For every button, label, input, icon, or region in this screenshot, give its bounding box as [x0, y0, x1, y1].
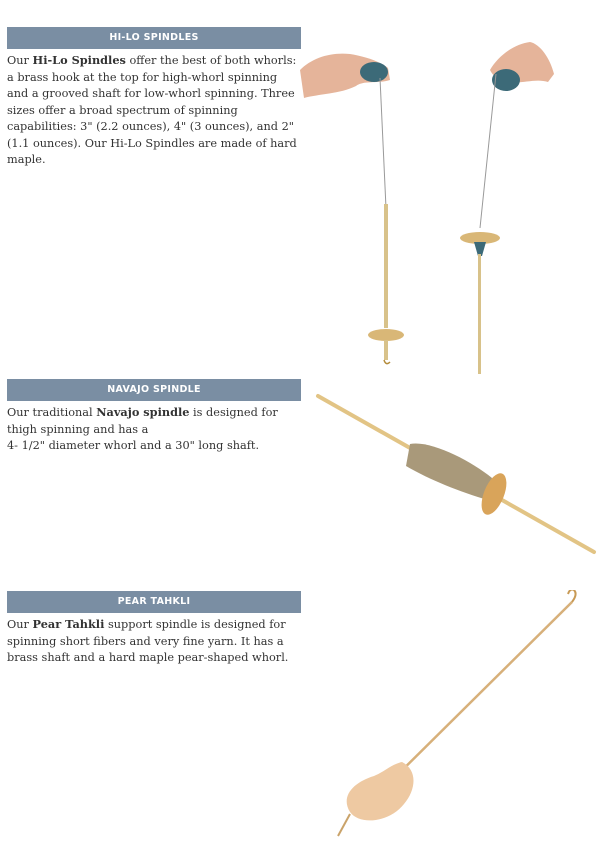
- spindle-tip: [338, 814, 350, 836]
- pear-tahkli-photo: [320, 590, 590, 842]
- yarn-left: [380, 78, 386, 208]
- hi-lo-spindles-photo: [300, 28, 607, 380]
- yarn-right: [480, 74, 496, 228]
- section-header: PEAR TAHKLI: [7, 591, 301, 613]
- top-hook: [568, 590, 576, 602]
- fiber-left: [360, 62, 388, 82]
- product-name: Navajo spindle: [96, 405, 190, 419]
- product-description: Our traditional Navajo spindle is designed for thigh spinning and has a 4- 1/2" diameter whorl and a 30" long shaft.: [7, 405, 278, 452]
- whorl-left: [368, 329, 404, 341]
- section-header: HI-LO SPINDLES: [7, 27, 301, 49]
- product-name: Hi-Lo Spindles: [32, 53, 126, 67]
- product-description: Our Pear Tahkli support spindle is designed for spinning short fibers and very fine yarn. It has a brass shaft and a hard maple pear-shaped whorl.: [7, 617, 289, 664]
- shaft-right: [478, 254, 481, 374]
- product-name: Pear Tahkli: [32, 617, 105, 631]
- product-section-navajo: [7, 379, 301, 455]
- product-section-pear-tahkli: [7, 591, 301, 667]
- section-header: NAVAJO SPINDLE: [7, 379, 301, 401]
- product-description: Our Hi-Lo Spindles offer the best of both whorls: a brass hook at the top for high-whorl spinning and a grooved shaft for low-whorl spinning. Three sizes offer a broad spectrum of spinning capabilities: 3" (2.2 ounces), 4" (3 ounces), and 2" (1.1 ounces). Our Hi-Lo Spindles are made of hard maple.: [7, 53, 297, 166]
- navajo-spindle-photo: [310, 382, 605, 562]
- product-section-hi-lo: [7, 27, 301, 169]
- shaft-left: [384, 204, 388, 328]
- spun-yarn: [406, 443, 492, 500]
- pear-whorl: [347, 762, 414, 820]
- fiber-right: [492, 69, 520, 91]
- hook-left: [384, 360, 390, 364]
